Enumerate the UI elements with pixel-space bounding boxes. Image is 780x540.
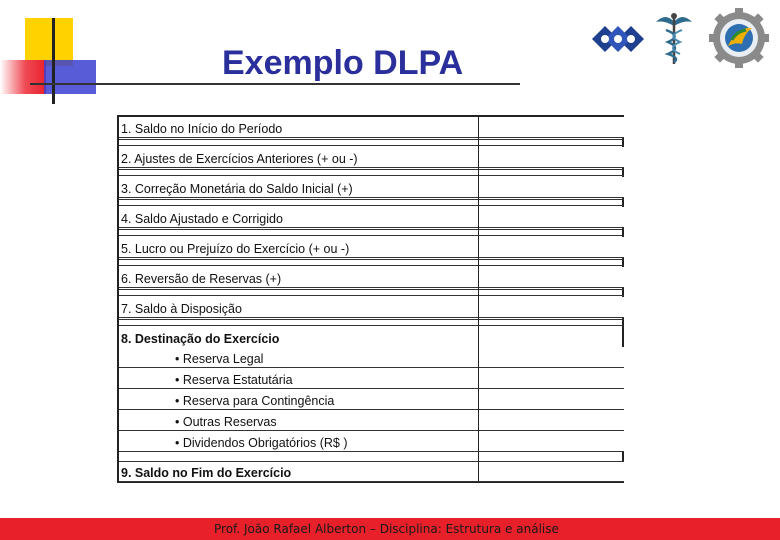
row-divider xyxy=(119,289,624,290)
value-cell[interactable] xyxy=(478,177,624,197)
row-divider xyxy=(119,229,624,230)
row-divider xyxy=(119,167,624,168)
destination-item-label: • Reserva Estatutária xyxy=(175,373,293,387)
footer-text: Prof. João Rafael Alberton – Disciplina: Estrutura e análise xyxy=(214,522,559,536)
row-divider xyxy=(119,287,624,288)
value-cell[interactable] xyxy=(478,389,624,409)
form-row-label: 1. Saldo no Início do Período xyxy=(121,122,283,136)
destination-item-label: • Dividendos Obrigatórios (R$ ) xyxy=(175,436,348,450)
destination-item-label: • Reserva Legal xyxy=(175,352,264,366)
row-divider xyxy=(119,367,624,368)
row-divider xyxy=(119,481,624,482)
form-row-label: 8. Destinação do Exercício xyxy=(121,332,280,346)
value-cell[interactable] xyxy=(478,117,624,137)
value-cell[interactable] xyxy=(478,207,624,227)
value-cell[interactable] xyxy=(478,147,624,167)
dlpa-form xyxy=(117,115,624,483)
row-divider xyxy=(119,317,624,318)
row-divider xyxy=(119,169,624,170)
row-divider xyxy=(119,199,624,200)
value-cell[interactable] xyxy=(478,267,624,287)
row-divider xyxy=(119,139,624,140)
form-row-label: 6. Reversão de Reservas (+) xyxy=(121,272,282,286)
form-row-label: 3. Correção Monetária do Saldo Inicial (+) xyxy=(121,182,353,196)
logo-group xyxy=(588,8,773,68)
decor-vertical-line xyxy=(52,18,55,104)
value-cell[interactable] xyxy=(478,461,624,481)
row-divider xyxy=(119,265,624,266)
slide-title: Exemplo DLPA xyxy=(222,44,464,82)
row-divider xyxy=(119,227,624,228)
value-cell[interactable] xyxy=(478,237,624,257)
value-cell[interactable] xyxy=(478,368,624,388)
decor-red-bar xyxy=(0,60,46,94)
row-divider xyxy=(119,430,624,431)
destination-item-label: • Outras Reservas xyxy=(175,415,277,429)
row-divider xyxy=(119,205,624,206)
row-divider xyxy=(119,295,624,296)
row-divider xyxy=(119,451,624,452)
value-cell[interactable] xyxy=(478,431,624,451)
form-row-label: 2. Ajustes de Exercícios Anteriores (+ ou -) xyxy=(121,152,358,166)
row-divider xyxy=(119,461,624,462)
destination-item-label: • Reserva para Contingência xyxy=(175,394,335,408)
row-divider xyxy=(119,235,624,236)
row-divider xyxy=(119,197,624,198)
row-divider xyxy=(119,257,624,258)
form-row-label: 7. Saldo à Disposição xyxy=(121,302,242,316)
form-row-label: 4. Saldo Ajustado e Corrigido xyxy=(121,212,283,226)
value-cell[interactable] xyxy=(478,347,624,367)
row-divider xyxy=(119,319,624,320)
row-divider xyxy=(119,175,624,176)
row-divider xyxy=(119,409,624,410)
title-underline xyxy=(30,83,520,85)
row-divider xyxy=(119,259,624,260)
caduceus-logo-icon xyxy=(654,10,694,66)
row-divider xyxy=(119,145,624,146)
institution-logo-icon xyxy=(588,22,648,56)
form-row-label: 9. Saldo no Fim do Exercício xyxy=(121,466,292,480)
column-divider xyxy=(478,117,479,481)
value-cell[interactable] xyxy=(478,297,624,317)
form-row-label: 5. Lucro ou Prejuízo do Exercício (+ ou -) xyxy=(121,242,350,256)
decor-yellow-square xyxy=(25,18,73,66)
row-divider xyxy=(119,388,624,389)
value-cell[interactable] xyxy=(478,410,624,430)
row-divider xyxy=(119,325,624,326)
gear-logo-icon xyxy=(708,8,770,68)
row-divider xyxy=(119,137,624,138)
